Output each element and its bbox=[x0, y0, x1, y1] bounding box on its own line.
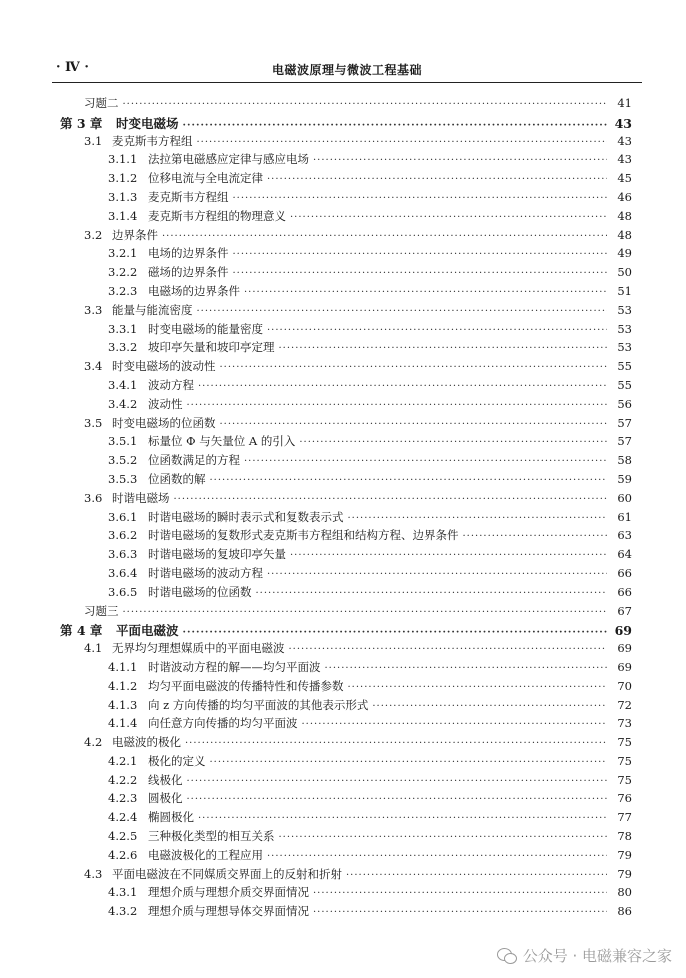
toc-entry-title: 波动方程 bbox=[148, 377, 194, 392]
toc-entry-page: 46 bbox=[617, 189, 632, 204]
toc-entry-page: 61 bbox=[617, 509, 632, 524]
toc-entry-page: 50 bbox=[617, 265, 632, 280]
watermark-text: 公众号 · 电磁兼容之家 bbox=[522, 947, 672, 965]
toc-entry bbox=[52, 659, 632, 678]
toc-entry-number: 3.6.1 bbox=[108, 509, 138, 524]
toc-entry-page: 79 bbox=[617, 866, 632, 881]
toc-entry-number: 3.3 bbox=[84, 302, 103, 317]
dot-leader bbox=[290, 212, 607, 223]
toc-entry-title: 电磁波极化的工程应用 bbox=[148, 847, 263, 862]
toc-entry-page: 77 bbox=[617, 810, 632, 825]
dot-leader bbox=[123, 99, 608, 110]
toc-entry-title: 时谐电磁场的波动方程 bbox=[148, 565, 263, 580]
dot-leader bbox=[187, 794, 608, 805]
toc-entry-title: 麦克斯韦方程组 bbox=[112, 133, 193, 148]
toc-entry-title: 位移电流与全电流定律 bbox=[148, 171, 263, 186]
toc-entry-title: 向 z 方向传播的均匀平面波的其他表示形式 bbox=[148, 697, 369, 712]
toc-entry-title: 椭圆极化 bbox=[148, 810, 194, 825]
watermark bbox=[497, 945, 672, 966]
dot-leader bbox=[299, 437, 607, 448]
dot-leader bbox=[313, 907, 607, 918]
toc-entry-title: 三种极化类型的相互关系 bbox=[148, 829, 275, 844]
toc-entry bbox=[52, 471, 632, 490]
toc-entry bbox=[52, 527, 632, 546]
toc-entry-number: 3.1.2 bbox=[108, 171, 138, 186]
toc-entry bbox=[52, 790, 632, 809]
toc-entry-title: 位函数的解 bbox=[148, 471, 206, 486]
toc-entry-title: 理想介质与理想导体交界面情况 bbox=[148, 904, 309, 919]
toc-entry-number: 第 3 章 bbox=[60, 115, 103, 131]
toc-entry-number: 3.5.1 bbox=[108, 434, 138, 449]
toc-entry-title: 电场的边界条件 bbox=[148, 246, 229, 261]
toc-entry-number: 3.6 bbox=[84, 490, 103, 505]
toc-entry-page: 45 bbox=[617, 171, 632, 186]
toc-entry-page: 59 bbox=[617, 471, 632, 486]
toc-entry-number: 4.2.1 bbox=[108, 753, 138, 768]
toc-entry-title: 法拉第电磁感应定律与感应电场 bbox=[148, 152, 309, 167]
toc-entry bbox=[52, 358, 632, 377]
toc-entry bbox=[52, 734, 632, 753]
toc-entry-title: 时谐电磁场的复坡印亭矢量 bbox=[148, 547, 286, 562]
dot-leader bbox=[233, 268, 608, 279]
dot-leader bbox=[233, 249, 608, 260]
toc-entry-page: 56 bbox=[617, 396, 632, 411]
dot-leader bbox=[279, 832, 608, 843]
dot-leader bbox=[267, 174, 607, 185]
dot-leader bbox=[187, 776, 608, 787]
toc-entry-number: 3.1.4 bbox=[108, 208, 138, 223]
toc-entry-page: 48 bbox=[617, 227, 632, 242]
dot-leader bbox=[197, 137, 608, 148]
toc-entry-title: 坡印亭矢量和坡印亭定理 bbox=[148, 340, 275, 355]
toc-entry bbox=[52, 264, 632, 283]
toc-entry bbox=[52, 433, 632, 452]
dot-leader bbox=[244, 456, 607, 467]
toc-entry-title: 圆极化 bbox=[148, 791, 183, 806]
toc-entry-title: 时谐电磁场的瞬时表示式和复数表示式 bbox=[148, 509, 344, 524]
toc-entry bbox=[52, 866, 632, 885]
toc-entry-page: 64 bbox=[617, 547, 632, 562]
toc-entry-number: 3.4.2 bbox=[108, 396, 138, 411]
toc-entry bbox=[52, 678, 632, 697]
dot-leader bbox=[325, 663, 608, 674]
toc-entry-number: 3.2.3 bbox=[108, 283, 138, 298]
toc-entry-title: 向任意方向传播的均匀平面波 bbox=[148, 716, 298, 731]
toc-entry bbox=[52, 584, 632, 603]
toc-entry bbox=[52, 151, 632, 170]
toc-entry-page: 69 bbox=[617, 659, 632, 674]
toc-entry-page: 63 bbox=[617, 528, 632, 543]
toc-entry-title: 时谐波动方程的解——均匀平面波 bbox=[148, 659, 321, 674]
dot-leader bbox=[313, 155, 607, 166]
page-number: · Ⅳ · bbox=[56, 60, 89, 75]
toc-entry-number: 4.1.2 bbox=[108, 678, 138, 693]
toc-entry-title: 磁场的边界条件 bbox=[148, 265, 229, 280]
toc-entry-title: 时谐电磁场的复数形式麦克斯韦方程组和结构方程、边界条件 bbox=[148, 528, 459, 543]
toc-entry-number: 4.1 bbox=[84, 641, 103, 656]
dot-leader bbox=[313, 888, 607, 899]
toc-entry-page: 66 bbox=[617, 584, 632, 599]
toc-entry bbox=[52, 133, 632, 152]
header-rule bbox=[52, 82, 642, 83]
toc-entry bbox=[52, 697, 632, 716]
toc-entry-page: 43 bbox=[614, 115, 632, 131]
dot-leader bbox=[267, 569, 607, 580]
dot-leader bbox=[244, 287, 607, 298]
toc-entry bbox=[52, 227, 632, 246]
dot-leader bbox=[346, 870, 607, 881]
page-header bbox=[52, 56, 642, 82]
dot-leader bbox=[463, 531, 608, 542]
toc-entry bbox=[52, 753, 632, 772]
toc-entry-title: 时变电磁场 bbox=[116, 115, 179, 131]
toc-entry-title: 边界条件 bbox=[112, 227, 158, 242]
toc-entry-page: 69 bbox=[614, 623, 632, 639]
toc-entry-page: 57 bbox=[617, 434, 632, 449]
dot-leader bbox=[198, 381, 607, 392]
toc-entry-page: 79 bbox=[617, 847, 632, 862]
dot-leader bbox=[302, 719, 608, 730]
toc-entry-number: 3.6.5 bbox=[108, 584, 138, 599]
dot-leader bbox=[174, 494, 608, 505]
dot-leader bbox=[183, 120, 607, 131]
toc-entry bbox=[52, 603, 632, 622]
toc-entry-number: 4.2.3 bbox=[108, 791, 138, 806]
toc-entry-page: 67 bbox=[617, 603, 632, 618]
toc-entry-title: 麦克斯韦方程组的物理意义 bbox=[148, 208, 286, 223]
toc-entry-number: 3.1.3 bbox=[108, 189, 138, 204]
dot-leader bbox=[267, 851, 607, 862]
toc-entry bbox=[52, 245, 632, 264]
toc-entry-title: 时变电磁场的位函数 bbox=[112, 415, 216, 430]
dot-leader bbox=[123, 607, 608, 618]
toc-entry-page: 53 bbox=[617, 340, 632, 355]
wechat-icon bbox=[497, 948, 517, 964]
toc-entry-page: 70 bbox=[617, 678, 632, 693]
toc-entry-title: 平面电磁波 bbox=[116, 623, 179, 639]
toc-entry-title: 习题二 bbox=[84, 96, 119, 110]
toc-entry-number: 3.6.3 bbox=[108, 547, 138, 562]
dot-leader bbox=[185, 738, 607, 749]
toc-entry-number: 4.1.3 bbox=[108, 697, 138, 712]
toc-entry bbox=[52, 490, 632, 509]
dot-leader bbox=[279, 343, 608, 354]
toc-entry-page: 48 bbox=[617, 208, 632, 223]
toc-entry bbox=[52, 208, 632, 227]
dot-leader bbox=[372, 701, 607, 712]
toc-entry-number: 3.4 bbox=[84, 359, 103, 374]
toc-entry bbox=[52, 565, 632, 584]
toc-entry-page: 73 bbox=[617, 716, 632, 731]
toc-entry-page: 41 bbox=[617, 96, 632, 110]
toc-entry-page: 51 bbox=[617, 283, 632, 298]
toc-entry-page: 53 bbox=[617, 321, 632, 336]
toc-entry-title: 时谐电磁场 bbox=[112, 490, 170, 505]
table-of-contents bbox=[52, 95, 632, 922]
toc-entry bbox=[52, 95, 632, 114]
toc-entry-number: 3.3.2 bbox=[108, 340, 138, 355]
toc-entry-number: 4.3.1 bbox=[108, 885, 138, 900]
toc-entry bbox=[52, 321, 632, 340]
toc-entry bbox=[52, 452, 632, 471]
dot-leader bbox=[220, 362, 608, 373]
dot-leader bbox=[162, 231, 607, 242]
toc-entry-number: 3.4.1 bbox=[108, 377, 138, 392]
toc-entry-title: 线极化 bbox=[148, 772, 183, 787]
toc-entry bbox=[52, 884, 632, 903]
toc-entry-page: 86 bbox=[617, 904, 632, 919]
toc-entry-page: 75 bbox=[617, 735, 632, 750]
toc-entry bbox=[52, 715, 632, 734]
toc-entry-page: 43 bbox=[617, 152, 632, 167]
toc-entry-page: 72 bbox=[617, 697, 632, 712]
dot-leader bbox=[197, 306, 608, 317]
toc-entry-page: 53 bbox=[617, 302, 632, 317]
toc-entry-page: 75 bbox=[617, 753, 632, 768]
toc-entry-number: 3.6.4 bbox=[108, 565, 138, 580]
toc-entry-title: 波动性 bbox=[148, 396, 183, 411]
toc-entry-page: 66 bbox=[617, 565, 632, 580]
toc-entry-number: 4.2 bbox=[84, 735, 103, 750]
dot-leader bbox=[233, 193, 608, 204]
toc-entry-page: 49 bbox=[617, 246, 632, 261]
toc-entry-number: 4.2.4 bbox=[108, 810, 138, 825]
toc-entry-title: 时谐电磁场的位函数 bbox=[148, 584, 252, 599]
toc-entry-title: 极化的定义 bbox=[148, 753, 206, 768]
toc-entry bbox=[52, 640, 632, 659]
toc-entry-page: 55 bbox=[617, 359, 632, 374]
toc-entry-title: 时变电磁场的能量密度 bbox=[148, 321, 263, 336]
dot-leader bbox=[289, 644, 608, 655]
toc-entry-number: 第 4 章 bbox=[60, 623, 103, 639]
toc-entry-title: 理想介质与理想介质交界面情况 bbox=[148, 885, 309, 900]
toc-entry-title: 电磁波的极化 bbox=[112, 735, 181, 750]
dot-leader bbox=[198, 813, 607, 824]
toc-entry-page: 78 bbox=[617, 829, 632, 844]
dot-leader bbox=[256, 588, 608, 599]
toc-entry-page: 60 bbox=[617, 490, 632, 505]
toc-entry-number: 3.1 bbox=[84, 133, 103, 148]
toc-entry-number: 3.2.1 bbox=[108, 246, 138, 261]
toc-entry-title: 无界均匀理想媒质中的平面电磁波 bbox=[112, 641, 285, 656]
toc-entry-title: 时变电磁场的波动性 bbox=[112, 359, 216, 374]
toc-entry-page: 57 bbox=[617, 415, 632, 430]
dot-leader bbox=[187, 400, 608, 411]
dot-leader bbox=[348, 682, 608, 693]
toc-entry-number: 3.2.2 bbox=[108, 265, 138, 280]
toc-entry-number: 3.5 bbox=[84, 415, 103, 430]
toc-entry-number: 4.1.4 bbox=[108, 716, 138, 731]
toc-entry-number: 4.3.2 bbox=[108, 904, 138, 919]
dot-leader bbox=[183, 627, 607, 638]
toc-entry-title: 平面电磁波在不同媒质交界面上的反射和折射 bbox=[112, 866, 342, 881]
toc-entry bbox=[52, 283, 632, 302]
toc-entry bbox=[52, 509, 632, 528]
toc-entry-page: 80 bbox=[617, 885, 632, 900]
toc-entry bbox=[52, 828, 632, 847]
toc-entry-page: 43 bbox=[617, 133, 632, 148]
toc-entry-page: 55 bbox=[617, 377, 632, 392]
toc-entry-number: 4.2.6 bbox=[108, 847, 138, 862]
dot-leader bbox=[210, 475, 608, 486]
toc-entry-title: 电磁场的边界条件 bbox=[148, 283, 240, 298]
toc-entry bbox=[52, 170, 632, 189]
toc-entry bbox=[52, 396, 632, 415]
toc-entry bbox=[52, 772, 632, 791]
toc-entry-page: 58 bbox=[617, 453, 632, 468]
toc-entry-title: 位函数满足的方程 bbox=[148, 453, 240, 468]
book-title: 电磁波原理与微波工程基础 bbox=[271, 63, 422, 77]
toc-entry-title: 均匀平面电磁波的传播特性和传播参数 bbox=[148, 678, 344, 693]
toc-entry-number: 4.2.5 bbox=[108, 829, 138, 844]
toc-entry-title: 能量与能流密度 bbox=[112, 302, 193, 317]
dot-leader bbox=[348, 513, 608, 524]
toc-entry-page: 76 bbox=[617, 791, 632, 806]
toc-entry bbox=[52, 189, 632, 208]
dot-leader bbox=[210, 757, 608, 768]
toc-entry-number: 3.6.2 bbox=[108, 528, 138, 543]
toc-entry-number: 3.2 bbox=[84, 227, 103, 242]
toc-entry-number: 4.3 bbox=[84, 866, 103, 881]
toc-entry bbox=[52, 621, 632, 640]
toc-entry bbox=[52, 847, 632, 866]
toc-entry-title: 标量位 Φ 与矢量位 A 的引入 bbox=[148, 434, 296, 449]
toc-entry-number: 3.3.1 bbox=[108, 321, 138, 336]
dot-leader bbox=[290, 550, 607, 561]
dot-leader bbox=[267, 325, 607, 336]
toc-entry bbox=[52, 415, 632, 434]
toc-entry bbox=[52, 302, 632, 321]
toc-entry-title: 习题三 bbox=[84, 603, 119, 618]
toc-entry bbox=[52, 546, 632, 565]
toc-entry-page: 75 bbox=[617, 772, 632, 787]
toc-entry-number: 4.1.1 bbox=[108, 659, 138, 674]
toc-entry bbox=[52, 339, 632, 358]
toc-entry bbox=[52, 903, 632, 922]
toc-entry-number: 3.5.2 bbox=[108, 453, 138, 468]
toc-entry-number: 3.5.3 bbox=[108, 471, 138, 486]
toc-entry-number: 3.1.1 bbox=[108, 152, 138, 167]
toc-entry bbox=[52, 114, 632, 133]
dot-leader bbox=[220, 419, 608, 430]
toc-entry-page: 69 bbox=[617, 641, 632, 656]
toc-entry-title: 麦克斯韦方程组 bbox=[148, 189, 229, 204]
toc-entry bbox=[52, 809, 632, 828]
toc-entry bbox=[52, 377, 632, 396]
toc-entry-number: 4.2.2 bbox=[108, 772, 138, 787]
